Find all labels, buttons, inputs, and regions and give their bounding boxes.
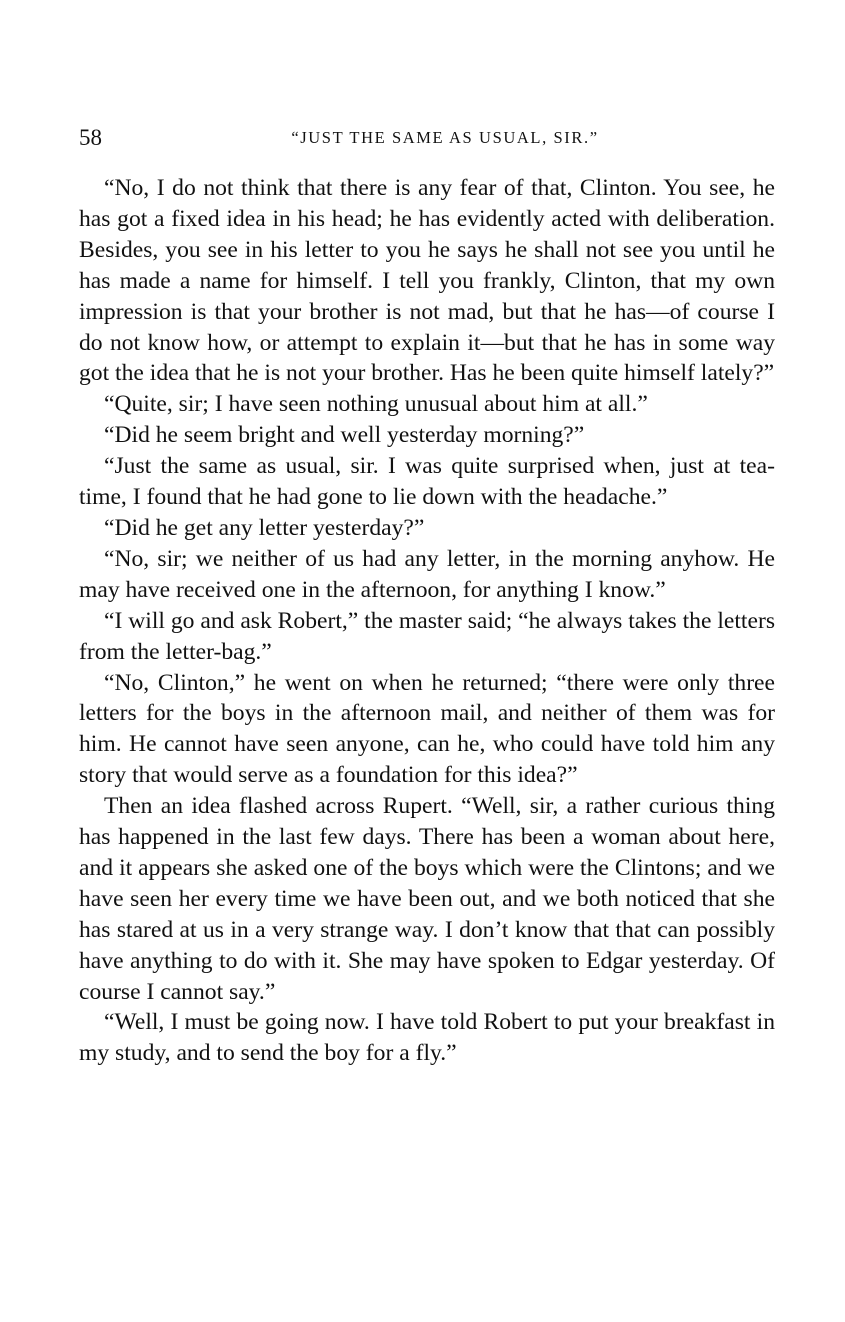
paragraph: “Did he seem bright and well yesterday morning?” [104,422,585,449]
paragraph: “No, Clinton,” he went on when he returned; “there were only three letters for the boys in the afternoon mail, and neither of them was for him. He cannot have seen anyone, can he, who could have told him any story that would serve as a foundation for this idea?” [79,669,775,789]
body-text [79,173,775,1069]
paragraph: Then an idea flashed across Rupert. “Well, sir, a rather curious thing has happened in the last few days. There has been a woman about here, and it appears she asked one of the boys which were the Clintons; and we have seen her every time we have been out, and we both noticed that she has stared at us in a very strange way. I don’t know that that can possibly have anything to do with it. She may have spoken to Edgar yesterday. Of course I cannot say.” [79,793,775,1005]
page-header [79,122,775,154]
page-number: 58 [79,125,102,150]
paragraph: “No, sir; we neither of us had any letter, in the morning anyhow. He may have received one in the afternoon, for anything I know.” [79,545,775,603]
paragraph: “I will go and ask Robert,” the master said; “he always takes the letters from the letter-bag.” [79,607,775,665]
running-title: “JUST THE SAME AS USUAL, SIR.” [291,128,599,147]
paragraph: “No, I do not think that there is any fear of that, Clinton. You see, he has got a fixed idea in his head; he has evidently acted with deliberation. Besides, you see in his letter to you he says he shall not see you until he has made a name for himself. I tell you frankly, Clinton, that my own impression is that your brother is not mad, but that he has—of course I do not know how, or attempt to explain it—but that he has in some way got the idea that he is not your brother. Has he been quite himself lately?” [79,175,775,387]
paragraph: “Well, I must be going now. I have told Robert to put your breakfast in my study, and to send the boy for a fly.” [79,1009,775,1067]
paragraph: “Quite, sir; I have seen nothing unusual about him at all.” [104,391,648,418]
paragraph: “Just the same as usual, sir. I was quite surprised when, just at tea-time, I found that he had gone to lie down with the headache.” [79,453,775,511]
paragraph: “Did he get any letter yesterday?” [104,514,425,541]
